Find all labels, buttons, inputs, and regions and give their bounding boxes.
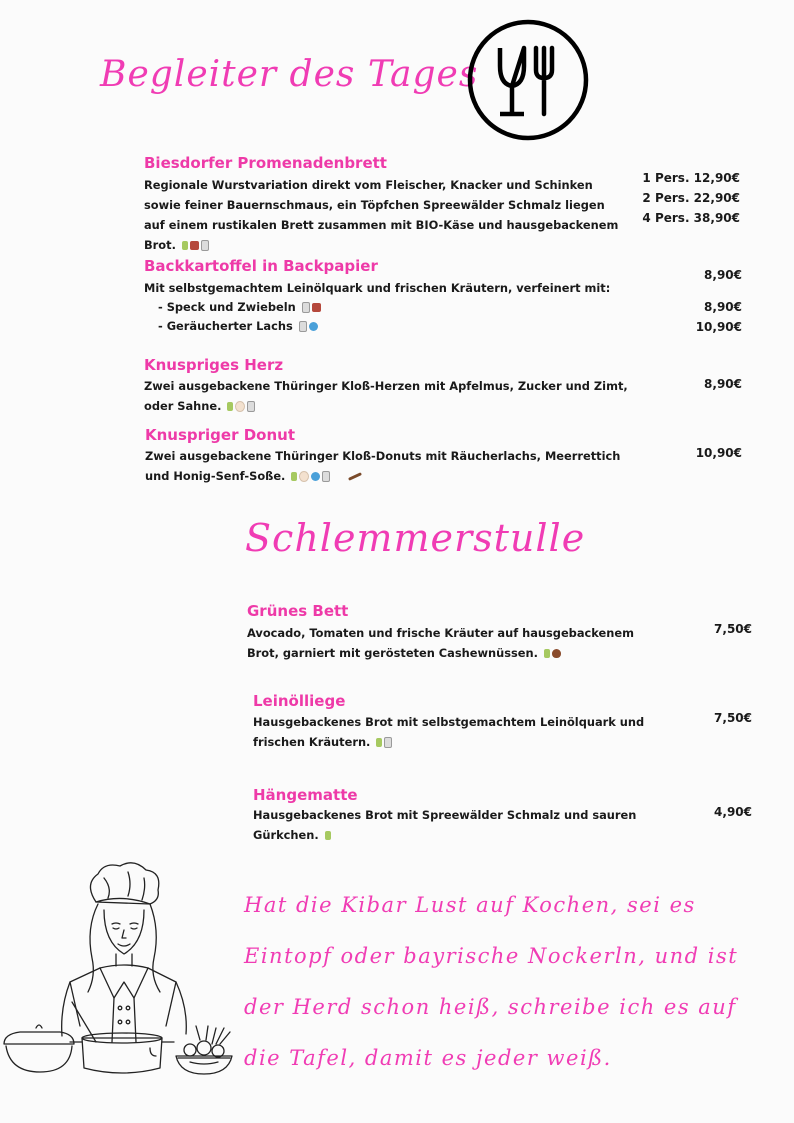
cashew-icon [552,649,561,658]
wine-glass-cutlery-icon [466,18,590,142]
meat-icon [312,303,321,312]
item-title: Leinölliege [253,692,346,710]
item-description: Zwei ausgebackene Thüringer Kloß-Herzen mit Apfelmus, Zucker und Zimt, oder Sahne. [144,379,628,413]
item-title: Grünes Bett [247,602,349,620]
item-description: Zwei ausgebackene Thüringer Kloß-Donuts mit Räucherlachs, Meerrettich und Honig-Senf-Soße. [145,449,621,483]
item-description: Mit selbstgemachtem Leinölquark und frischen Kräutern, verfeinert mit: [144,281,611,295]
item-price: 1 Pers. 12,90€ [642,171,740,185]
option-price: 8,90€ [704,300,742,314]
meat-icon [190,241,199,250]
footer-quote: Hat die Kibar Lust auf Kochen, sei es Eintopf oder bayrische Nockerln, und ist der Herd schon heiß, schreibe ich es auf die Tafel, damit es jeder weiß. [244,893,739,1070]
milk-icon [201,240,209,251]
section-title-schlemmerstulle: Schlemmerstulle [245,516,586,560]
horseradish-icon [348,472,362,481]
item-title: Knuspriges Herz [144,356,284,374]
item-description: Hausgebackenes Brot mit Spreewälder Schmalz und sauren Gürkchen. [253,808,637,842]
item-price: 10,90€ [695,446,742,460]
wheat-icon [291,472,297,481]
wheat-icon [227,402,233,411]
item-description: Regionale Wurstvariation direkt vom Fleischer, Knacker und Schinken sowie feiner Bauernschmaus, ein Töpfchen Spreewälder Schmalz liegen auf einem rustikalen Brett zusammen mit BIO-Käse und hausgebackenem Brot. [144,178,619,252]
option-row: - Speck und Zwiebeln [158,297,321,317]
wheat-icon [544,649,550,658]
section-title-begleiter: Begleiter des Tages [100,54,479,95]
item-title: Backkartoffel in Backpapier [144,257,378,275]
item-price: 8,90€ [704,268,742,282]
fish-icon [311,472,320,481]
item-price: 4,90€ [714,805,752,819]
milk-icon [384,737,392,748]
item-description: Avocado, Tomaten und frische Kräuter auf hausgebackenem Brot, garniert mit gerösteten Cashewnüssen. [247,626,634,660]
chef-woman-cooking-illustration [0,858,240,1083]
item-price: 7,50€ [714,622,752,636]
option-row: - Geräucherter Lachs [158,316,318,336]
item-title: Hängematte [253,786,358,804]
milk-icon [299,321,307,332]
milk-icon [247,401,255,412]
item-price: 8,90€ [704,377,742,391]
wheat-icon [376,738,382,747]
option-price: 10,90€ [695,320,742,334]
wheat-icon [325,831,331,840]
egg-icon [299,471,309,482]
item-description: Hausgebackenes Brot mit selbstgemachtem Leinölquark und frischen Kräutern. [253,715,645,749]
milk-icon [322,471,330,482]
item-title: Biesdorfer Promenadenbrett [144,154,387,172]
item-title: Knuspriger Donut [145,426,295,444]
milk-icon [302,302,310,313]
egg-icon [235,401,245,412]
wheat-icon [182,241,188,250]
item-price: 4 Pers. 38,90€ [642,211,740,225]
fish-icon [309,322,318,331]
item-price: 7,50€ [714,711,752,725]
item-price: 2 Pers. 22,90€ [642,191,740,205]
